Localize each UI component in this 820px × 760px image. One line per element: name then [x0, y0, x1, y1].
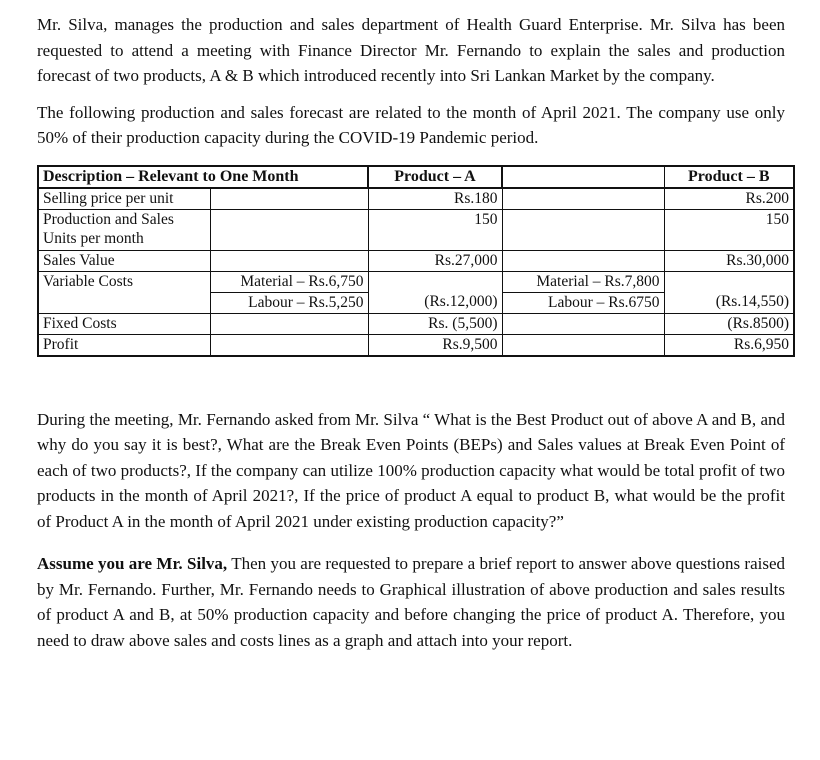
table-row-profit [38, 334, 794, 356]
variable-costs-b-material: Material – Rs.7,800 [502, 271, 664, 292]
fixed-costs-label: Fixed Costs [38, 313, 210, 334]
variable-costs-a-material: Material – Rs.6,750 [210, 271, 368, 292]
selling-price-b: Rs.200 [664, 188, 794, 210]
table-row-selling-price [38, 188, 794, 210]
empty-cell [502, 313, 664, 334]
empty-cell [210, 209, 368, 250]
header-product-b: Product – B [664, 166, 794, 188]
forecast-table-wrapper [37, 165, 789, 357]
table-row-production-sales [38, 209, 794, 250]
table-row-fixed-costs [38, 313, 794, 334]
empty-cell [664, 271, 794, 292]
empty-cell [210, 250, 368, 271]
sales-value-label: Sales Value [38, 250, 210, 271]
empty-cell [210, 188, 368, 210]
selling-price-label: Selling price per unit [38, 188, 210, 210]
forecast-intro-paragraph: The following production and sales forecast are related to the month of April 2021. The company use only 50% of their production capacity during the COVID-19 Pandemic period. [37, 102, 785, 147]
variable-costs-label: Variable Costs [38, 271, 210, 292]
header-description: Description – Relevant to One Month [38, 166, 368, 188]
table-row-sales-value [38, 250, 794, 271]
table-row-variable-costs-2 [38, 292, 794, 313]
selling-price-a: Rs.180 [368, 188, 502, 210]
sales-value-a: Rs.27,000 [368, 250, 502, 271]
sales-value-b: Rs.30,000 [664, 250, 794, 271]
instructions-body: Then you are requested to prepare a brief report to answer above questions raised by Mr. Fernando. Further, Mr. Fernando needs to Graphical illustration of above production and sales results of product A and B, at 50% production capacity and before changing the price of product A. Therefore, you need to draw above sales and costs lines as a graph and attach into your report. [37, 554, 785, 650]
empty-cell [38, 292, 210, 313]
empty-cell [502, 334, 664, 356]
empty-cell [502, 250, 664, 271]
forecast-table [37, 165, 795, 357]
variable-costs-b-total: (Rs.14,550) [664, 292, 794, 313]
empty-cell [502, 188, 664, 210]
table-row-variable-costs [38, 271, 794, 292]
production-sales-label: Production and Sales [43, 210, 174, 228]
variable-costs-a-labour: Labour – Rs.5,250 [210, 292, 368, 313]
fixed-costs-a: Rs. (5,500) [368, 313, 502, 334]
variable-costs-a-total: (Rs.12,000) [368, 292, 502, 313]
header-product-a: Product – A [368, 166, 502, 188]
production-sales-b: 150 [664, 209, 794, 250]
fixed-costs-b: (Rs.8500) [664, 313, 794, 334]
empty-cell [368, 271, 502, 292]
header-empty-cell [502, 166, 664, 188]
production-sales-a: 150 [368, 209, 502, 250]
profit-label: Profit [38, 334, 210, 356]
variable-costs-b-labour: Labour – Rs.6750 [502, 292, 664, 313]
meeting-questions-paragraph: During the meeting, Mr. Fernando asked from Mr. Silva “ What is the Best Product out of above A and B, and why do you say it is best?, What are the Break Even Points (BEPs) and Sales values at Break Even Point of each of two products?, If the company can utilize 100% production capacity what would be total profit of two products in the month of April 2021?, If the price of product A equal to product B, what would be the profit of Product A in the month of April 2021 under existing production capacity?” [37, 409, 785, 531]
instructions-lead: Assume you are Mr. Silva, [37, 554, 228, 573]
document-page [37, 12, 789, 653]
table-header-row [38, 166, 794, 188]
intro-paragraph: Mr. Silva, manages the production and sales department of Health Guard Enterprise. Mr. Silva has been requested to attend a meeting with Finance Director Mr. Fernando to explain the sales and production forecast of two products, A & B which introduced recently into Sri Lankan Market by the company. [37, 15, 785, 85]
profit-b: Rs.6,950 [664, 334, 794, 356]
production-sales-label-cell [38, 209, 210, 250]
empty-cell [502, 209, 664, 250]
production-sales-label-line2: Units per month [43, 229, 144, 247]
instructions-paragraph [37, 551, 785, 653]
empty-cell [210, 313, 368, 334]
profit-a: Rs.9,500 [368, 334, 502, 356]
empty-cell [210, 334, 368, 356]
